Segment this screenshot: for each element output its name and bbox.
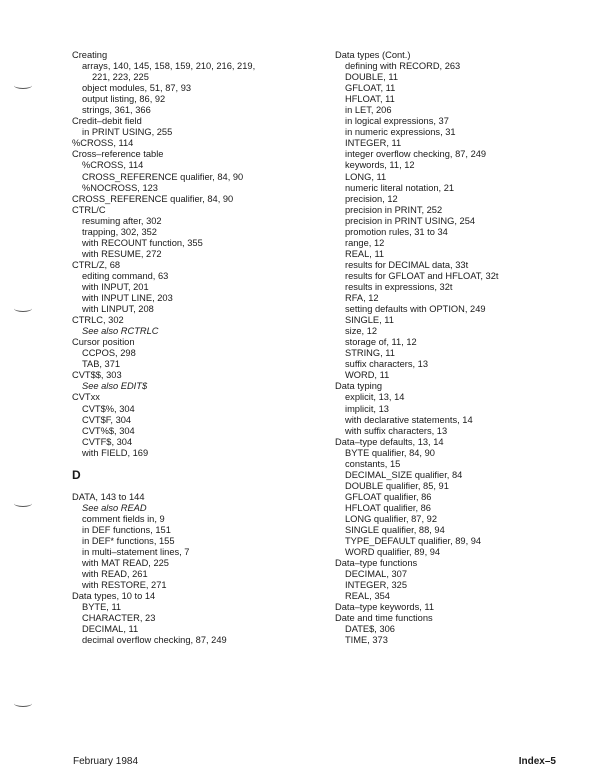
index-subentry: with RESUME, 272 (82, 248, 162, 259)
index-subentry: trapping, 302, 352 (82, 226, 157, 237)
index-subentry: with INPUT LINE, 203 (82, 293, 173, 304)
index-entry: Credit–debit field (72, 116, 142, 127)
index-subentry: GFLOAT qualifier, 86 (345, 491, 432, 502)
index-subentry: suffix characters, 13 (345, 359, 429, 370)
index-entry: Cross–reference table (72, 149, 164, 160)
index-subentry: BYTE qualifier, 84, 90 (345, 447, 435, 458)
index-subentry: SINGLE, 11 (345, 315, 394, 326)
footer-page-number: Index–5 (518, 756, 556, 767)
index-subentry: in DEF functions, 151 (82, 524, 171, 535)
index-subentry: implicit, 13 (345, 403, 389, 414)
index-subentry: setting defaults with OPTION, 249 (345, 304, 486, 315)
index-subentry: in DEF* functions, 155 (82, 535, 175, 546)
index-subentry: size, 12 (345, 326, 378, 337)
index-column-right (335, 50, 575, 647)
index-subentry: %CROSS, 114 (82, 160, 144, 171)
index-subentry: TAB, 371 (82, 359, 121, 370)
index-subentry: with READ, 261 (82, 569, 148, 580)
index-subentry: numeric literal notation, 21 (345, 182, 455, 193)
index-entry: DATA, 143 to 144 (72, 491, 145, 502)
index-entry: CVT$$, 303 (72, 370, 122, 381)
index-column-left (72, 50, 312, 646)
index-subentry: See also RCTRLC (82, 326, 159, 337)
index-subentry: GFLOAT, 11 (345, 83, 396, 94)
index-subentry: CVT$%, 304 (82, 403, 135, 414)
index-subentry: 221, 223, 225 (92, 72, 149, 83)
index-subentry: CHARACTER, 23 (82, 613, 156, 624)
index-entry: Cursor position (72, 337, 135, 348)
index-subentry: INTEGER, 325 (345, 580, 408, 591)
index-subentry: with RESTORE, 271 (82, 580, 167, 591)
index-subentry: REAL, 354 (345, 591, 390, 602)
index-subentry: defining with RECORD, 263 (345, 61, 461, 72)
index-subentry: INTEGER, 11 (345, 138, 402, 149)
index-entry: Date and time functions (335, 613, 433, 624)
index-entry: Data–type functions (335, 558, 418, 569)
index-subentry: DECIMAL_SIZE qualifier, 84 (345, 469, 463, 480)
index-subentry: WORD, 11 (345, 370, 390, 381)
index-subentry: DECIMAL, 11 (82, 624, 139, 635)
index-subentry: object modules, 51, 87, 93 (82, 83, 192, 94)
index-subentry: CCPOS, 298 (82, 348, 136, 359)
index-subentry: constants, 15 (345, 458, 401, 469)
index-subentry: comment fields in, 9 (82, 513, 165, 524)
index-subentry: DECIMAL, 307 (345, 569, 408, 580)
index-subentry: precision in PRINT, 252 (345, 204, 443, 215)
index-entry: %CROSS, 114 (72, 138, 134, 149)
index-subentry: results for GFLOAT and HFLOAT, 32t (345, 270, 499, 281)
index-subentry: CVT$F, 304 (82, 414, 132, 425)
index-entry: CVTxx (72, 392, 100, 403)
index-subentry: TIME, 373 (345, 635, 388, 646)
index-subentry: keywords, 11, 12 (345, 160, 415, 171)
index-subentry: BYTE, 11 (82, 602, 122, 613)
index-subentry: with FIELD, 169 (82, 447, 149, 458)
index-subentry: DOUBLE qualifier, 85, 91 (345, 480, 449, 491)
index-subentry: promotion rules, 31 to 34 (345, 226, 448, 237)
index-subentry: LONG qualifier, 87, 92 (345, 513, 437, 524)
index-entry: Data–type defaults, 13, 14 (335, 436, 444, 447)
index-entry: Data types (Cont.) (335, 50, 411, 60)
index-subentry: CROSS_REFERENCE qualifier, 84, 90 (82, 171, 244, 182)
index-subentry: decimal overflow checking, 87, 249 (82, 635, 227, 646)
index-subentry: DATE$, 306 (345, 624, 395, 635)
footer-date: February 1984 (73, 756, 139, 767)
index-subentry: storage of, 11, 12 (345, 337, 417, 348)
binding-hole-mark (14, 305, 32, 312)
index-entry: Data types, 10 to 14 (72, 591, 156, 602)
index-subentry: REAL, 11 (345, 248, 385, 259)
index-subentry: RFA, 12 (345, 293, 379, 304)
index-subentry: with LINPUT, 208 (82, 304, 154, 315)
index-subentry: in PRINT USING, 255 (82, 127, 173, 138)
index-subentry: WORD qualifier, 89, 94 (345, 547, 441, 558)
index-subentry: in multi–statement lines, 7 (82, 547, 190, 558)
index-subentry: with declarative statements, 14 (345, 414, 473, 425)
index-subentry: %NOCROSS, 123 (82, 182, 158, 193)
index-subentry: explicit, 13, 14 (345, 392, 405, 403)
index-subentry: with INPUT, 201 (82, 281, 149, 292)
index-subentry: resuming after, 302 (82, 215, 162, 226)
index-subentry: results in expressions, 32t (345, 281, 453, 292)
index-subentry: with RECOUNT function, 355 (82, 237, 203, 248)
index-entry: CTRL/Z, 68 (72, 259, 121, 270)
index-entry: Data–type keywords, 11 (335, 602, 435, 613)
index-subentry: in LET, 206 (345, 105, 392, 116)
index-subentry: results for DECIMAL data, 33t (345, 259, 469, 270)
index-subentry: LONG, 11 (345, 171, 387, 182)
index-subentry: strings, 361, 366 (82, 105, 151, 116)
index-subentry: in numeric expressions, 31 (345, 127, 456, 138)
index-subentry: See also EDIT$ (82, 381, 148, 392)
index-subentry: integer overflow checking, 87, 249 (345, 149, 487, 160)
index-subentry: HFLOAT qualifier, 86 (345, 502, 431, 513)
binding-hole-mark (14, 700, 32, 707)
index-subentry: DOUBLE, 11 (345, 72, 399, 83)
index-subentry: CVT%$, 304 (82, 425, 135, 436)
index-subentry: with MAT READ, 225 (82, 558, 169, 569)
index-subentry: See also READ (82, 502, 147, 513)
binding-hole-mark (14, 82, 32, 89)
index-subentry: precision in PRINT USING, 254 (345, 215, 476, 226)
index-subentry: output listing, 86, 92 (82, 94, 166, 105)
index-entry: Creating (72, 50, 108, 60)
index-subentry: CVTF$, 304 (82, 436, 133, 447)
index-subentry: editing command, 63 (82, 270, 169, 281)
index-entry: CROSS_REFERENCE qualifier, 84, 90 (72, 193, 234, 204)
index-subentry: arrays, 140, 145, 158, 159, 210, 216, 219, (82, 61, 256, 72)
section-heading: D (72, 467, 81, 482)
index-subentry: in logical expressions, 37 (345, 116, 449, 127)
index-subentry: SINGLE qualifier, 88, 94 (345, 525, 445, 536)
index-entry: CTRLC, 302 (72, 315, 124, 326)
index-entry: CTRL/C (72, 204, 106, 215)
index-subentry: precision, 12 (345, 193, 398, 204)
index-subentry: range, 12 (345, 237, 385, 248)
index-subentry: with suffix characters, 13 (345, 425, 448, 436)
index-subentry: TYPE_DEFAULT qualifier, 89, 94 (345, 536, 482, 547)
index-entry: Data typing (335, 381, 383, 392)
index-subentry: HFLOAT, 11 (345, 94, 395, 105)
binding-hole-mark (14, 500, 32, 507)
index-subentry: STRING, 11 (345, 348, 395, 359)
